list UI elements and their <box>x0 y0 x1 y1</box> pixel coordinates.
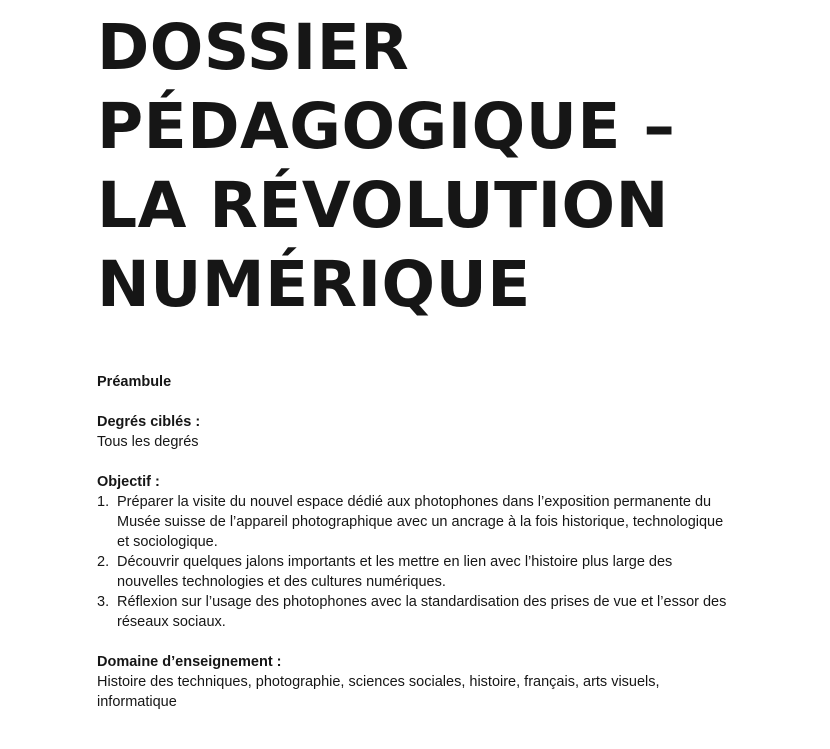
objective-number: 1. <box>97 494 110 510</box>
objective-number: 3. <box>97 594 110 610</box>
objective-item <box>97 592 727 632</box>
document-title <box>97 0 737 324</box>
objectives-list <box>97 492 727 632</box>
objective-number: 2. <box>97 554 110 570</box>
preambule-section <box>97 372 171 392</box>
objective-text: Découvrir quelques jalons importants et les mettre en lien avec l’histoire plus large des nouvelles technologies et des cultures numériques. <box>117 554 673 590</box>
teaching-domain-section <box>97 652 727 712</box>
title-line-2: PÉDAGOGIQUE – <box>97 90 676 163</box>
objectives-section <box>97 472 727 632</box>
teaching-domain-text: Histoire des techniques, photographie, sciences sociales, histoire, français, arts visuels, informatique <box>97 674 660 710</box>
teaching-domain-heading: Domaine d’enseignement : <box>97 654 282 670</box>
target-grades-section <box>97 412 200 452</box>
target-grades-text: Tous les degrés <box>97 434 199 450</box>
objectives-heading: Objectif : <box>97 474 160 490</box>
objective-item <box>97 552 727 592</box>
target-grades-heading: Degrés ciblés : <box>97 414 201 430</box>
title-line-1: DOSSIER <box>97 11 410 84</box>
preambule-heading: Préambule <box>97 374 172 390</box>
document-page <box>97 0 737 710</box>
objective-text: Préparer la visite du nouvel espace dédié aux photophones dans l’exposition permanente du Musée suisse de l’appareil photographique avec un ancrage à la fois historique, technologique et sociologique. <box>117 494 724 550</box>
objective-text: Réflexion sur l’usage des photophones avec la standardisation des prises de vue et l’essor des réseaux sociaux. <box>117 594 727 630</box>
objective-item <box>97 492 727 552</box>
title-line-3: LA RÉVOLUTION <box>97 169 669 242</box>
title-line-4: NUMÉRIQUE <box>97 248 531 321</box>
